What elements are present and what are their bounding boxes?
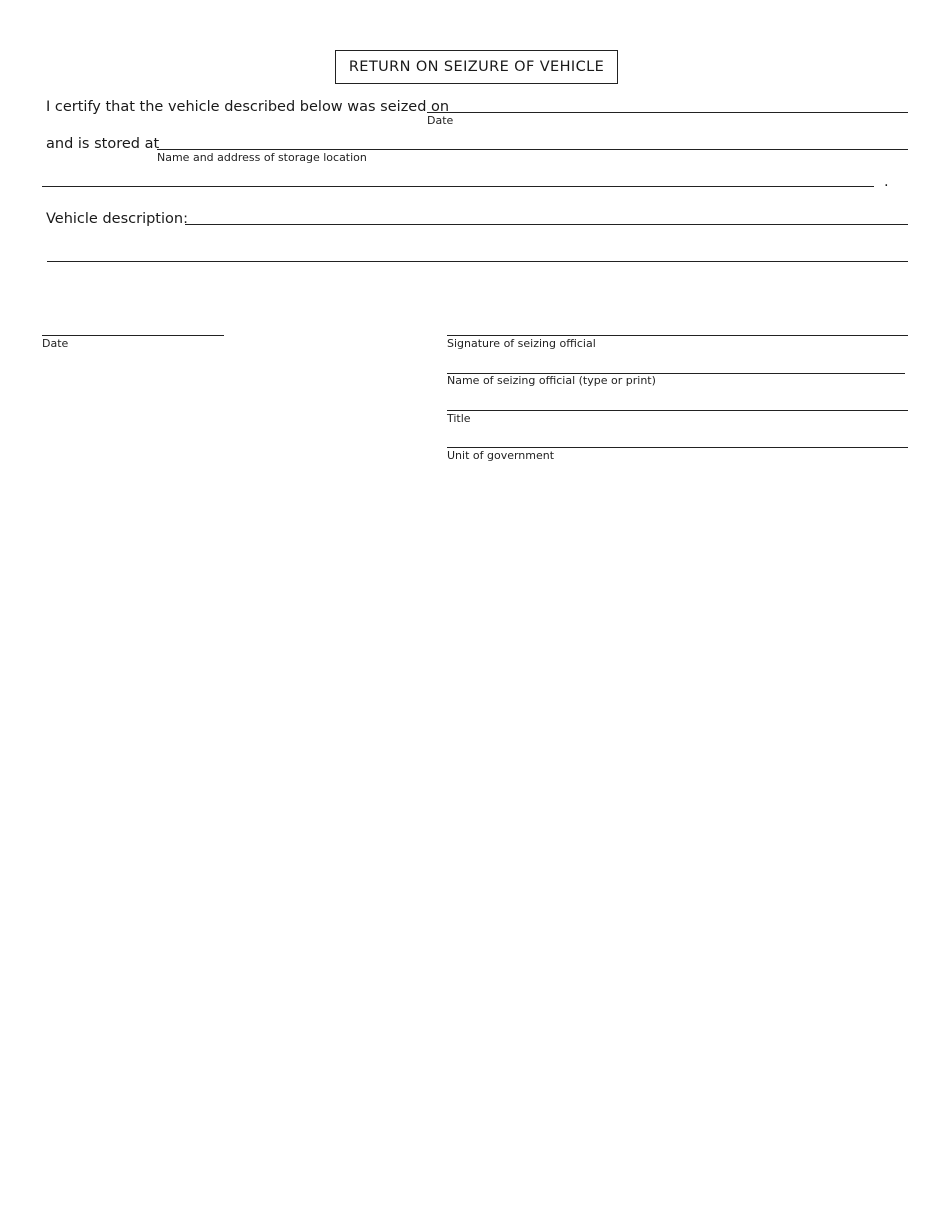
official-title-field[interactable] — [447, 410, 908, 411]
signature-date-field[interactable] — [42, 335, 224, 336]
official-title-caption: Title — [447, 412, 471, 425]
signature-field[interactable] — [447, 335, 908, 336]
vehicle-description-field[interactable] — [185, 224, 908, 225]
storage-location-caption: Name and address of storage location — [157, 151, 367, 164]
form-title-text: RETURN ON SEIZURE OF VEHICLE — [348, 59, 605, 75]
seizure-date-caption: Date — [427, 114, 454, 127]
sentence-period: . — [884, 174, 889, 190]
signature-date-caption: Date — [42, 337, 69, 350]
government-unit-field[interactable] — [447, 447, 908, 448]
seizure-date-field[interactable] — [427, 112, 908, 113]
government-unit-caption: Unit of government — [447, 449, 555, 462]
certify-statement: I certify that the vehicle described below was seized on — [46, 99, 450, 115]
signature-caption: Signature of seizing official — [447, 337, 596, 350]
storage-location-field[interactable] — [157, 149, 908, 150]
official-name-caption: Name of seizing official (type or print) — [447, 374, 656, 387]
form-title — [335, 50, 618, 84]
stored-at-label: and is stored at — [46, 136, 160, 152]
storage-location-field-continued[interactable] — [42, 186, 874, 187]
vehicle-description-field-continued[interactable] — [47, 261, 908, 262]
vehicle-description-label: Vehicle description: — [46, 211, 188, 227]
